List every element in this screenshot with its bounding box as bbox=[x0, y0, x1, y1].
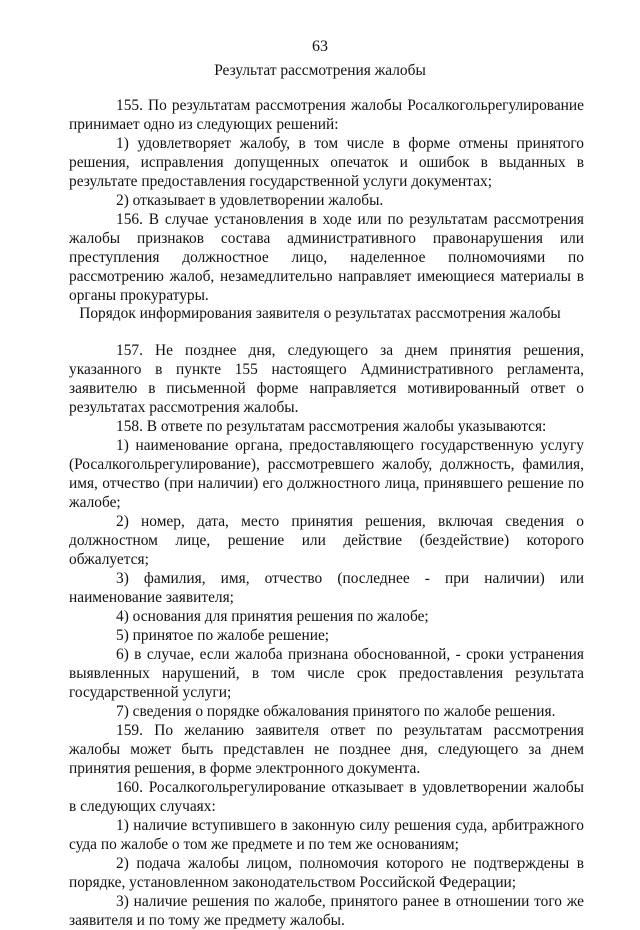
page-number: 63 bbox=[312, 38, 328, 55]
paragraph-156: 156. В случае установления в ходе или по результатам рассмотрения жалобы признаков состава административного правонарушения или преступления должностное лицо, наделенное полномочиями по рассмотрению жалоб, незамедлительно направляет имеющиеся материалы в органы прокуратуры. bbox=[69, 211, 584, 304]
paragraph-155: 155. По результатам рассмотрения жалобы Росалкогольрегулирование принимает одно из следующих решений: bbox=[69, 97, 584, 133]
paragraph-157: 157. Не позднее дня, следующего за днем принятия решения, указанного в пункте 155 настоящего Административного регламента, заявителю в письменной форме направляется мотивированный ответ о результатах рассмотрения жалобы. bbox=[69, 342, 584, 416]
list-item-158-7: 7) сведения о порядке обжалования принятого по жалобе решения. bbox=[116, 703, 556, 720]
list-item-160-3: 3) наличие решения по жалобе, принятого ранее в отношении того же заявителя и по тому же предмету жалобы. bbox=[69, 893, 584, 929]
paragraph-160: 160. Росалкогольрегулирование отказывает в удовлетворении жалобы в следующих случаях: bbox=[69, 779, 584, 815]
list-item-158-5: 5) принятое по жалобе решение; bbox=[116, 627, 330, 644]
list-item-158-6: 6) в случае, если жалоба признана обоснованной, - сроки устранения выявленных нарушений, в том числе срок предоставления результата государственной услуги; bbox=[69, 646, 584, 701]
list-item-158-2: 2) номер, дата, место принятия решения, включая сведения о должностном лице, решение или действие (бездействие) которого обжалуется; bbox=[69, 513, 584, 568]
section-heading-result: Результат рассмотрения жалобы bbox=[214, 62, 426, 79]
section-heading-informing: Порядок информирования заявителя о результатах рассмотрения жалобы bbox=[79, 305, 561, 322]
list-item-158-3: 3) фамилия, имя, отчество (последнее - при наличии) или наименование заявителя; bbox=[69, 570, 584, 606]
section-result-body bbox=[69, 96, 584, 305]
list-item-160-2: 2) подача жалобы лицом, полномочия которого не подтверждены в порядке, установленном законодательством Российской Федерации; bbox=[69, 855, 584, 891]
list-item-155-1: 1) удовлетворяет жалобу, в том числе в форме отмены принятого решения, исправления допущенных опечаток и ошибок в выданных в результате предоставления государственной услуги документах; bbox=[69, 135, 584, 190]
list-item-158-4: 4) основания для принятия решения по жалобе; bbox=[116, 608, 429, 625]
list-item-160-1: 1) наличие вступившего в законную силу решения суда, арбитражного суда по жалобе о том же предмете и по тем же основаниям; bbox=[69, 817, 584, 853]
paragraph-158: 158. В ответе по результатам рассмотрения жалобы указываются: bbox=[116, 418, 547, 435]
list-item-158-1: 1) наименование органа, предоставляющего государственную услугу (Росалкогольрегулирование), рассмотревшего жалобу, должность, фамилия, имя, отчество (при наличии) его должностного лица, принявшего решение по жалобе; bbox=[69, 437, 584, 511]
list-item-155-2: 2) отказывает в удовлетворении жалобы. bbox=[116, 192, 384, 209]
section-informing-body bbox=[69, 341, 584, 930]
paragraph-159: 159. По желанию заявителя ответ по результатам рассмотрения жалобы может быть представлен не позднее дня, следующего за днем принятия решения, в форме электронного документа. bbox=[69, 722, 584, 777]
